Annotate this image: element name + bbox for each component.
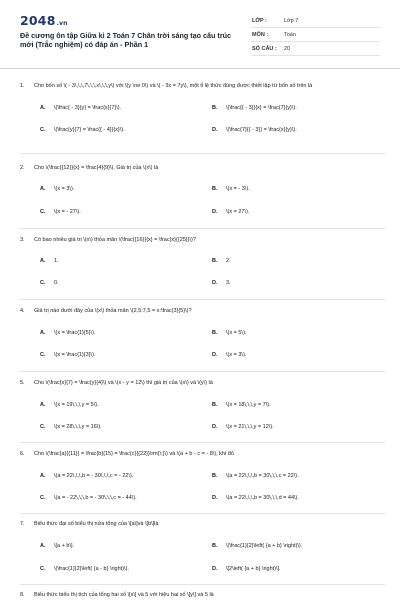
option-text: \(x = - 3\). [226,185,250,192]
question-text: Cho \(\frac{x}{7} = \frac{y}{4}\) và \(x - y = 12\) thì giá trị của \(x\) và \(y\) là [34,380,213,386]
option-letter: B. [212,329,218,336]
divider [20,153,385,154]
question-7 [20,520,385,572]
divider [20,513,385,514]
option-c[interactable] [40,280,59,286]
option-text: \(x = 5\). [226,329,247,336]
option-letter: A. [40,542,46,549]
option-a[interactable] [40,473,133,479]
question-8 [20,591,385,600]
option-c[interactable] [40,209,81,215]
option-text: 3. [226,279,231,286]
options-grid [20,388,385,430]
option-text: \(a = 22\,\,\,b = 30\,\,\,d = 44\). [226,494,299,501]
option-text: \(\frac{1}{2}\left( {a + b} \right)\). [226,542,303,549]
question-text: Có bao nhiêu giá trị \(x\) thỏa mãn \(\frac{{16}}{x} = \frac{x}{{25}}\)? [34,237,196,243]
option-text: \(x = 28\,\,\,y = 16\). [54,423,102,430]
option-text: \(\frac{{ - 3}}{x} = \frac{7}{y}\). [226,104,297,111]
option-text: \(\frac{ - 3}{y} = \frac{x}{7}\). [54,104,122,111]
option-b[interactable] [212,543,302,549]
option-letter: A. [40,401,46,408]
option-letter: B. [212,401,218,408]
option-b[interactable] [212,186,250,192]
document-title: Đề cương ôn tập Giữa kì 2 Toán 7 Chân trời sáng tạo cấu trúc mới (Trắc nghiệm) có đáp án - Phần 1 [20,31,231,50]
divider [20,442,385,443]
question-stem [20,379,385,388]
option-text: \(a = 22\,\,\,b = 30\,\,\,c = 22\). [226,472,299,479]
question-stem [20,164,385,173]
info-table [252,14,380,56]
option-text: \[2\left( {a + b} \right)\]. [226,565,281,572]
info-row-count [252,42,380,56]
option-text: \(\frac{7}{{ - 3}} = \frac{x}{y}\). [226,126,297,133]
info-value: 20 [284,45,291,52]
option-letter: D. [212,126,218,133]
option-b[interactable] [212,105,297,111]
option-d[interactable] [212,280,231,286]
divider [20,584,385,585]
info-row-subject [252,28,380,42]
option-text: \(x = \frac{1}{5}\). [54,329,96,336]
info-key: MÔN : [252,31,269,38]
document-header [0,0,400,69]
question-6 [20,450,385,501]
option-text: \(x = \frac{1}{3}\). [54,351,96,358]
question-stem [20,450,385,459]
option-text: \(a = 22\,\,\,b = - 30\,\,\,c = - 22\). [54,472,134,479]
option-letter: D. [212,208,218,215]
question-number: 7. [20,521,25,527]
option-letter: A. [40,257,46,264]
option-letter: D. [212,279,218,286]
divider [20,228,385,229]
option-letter: C. [40,351,46,358]
question-text: Cho \(\frac{{12}}{x} = \frac{4}{9}\). Giá trị của \(x\) là [34,165,159,171]
info-key: LỚP : [252,17,267,24]
logo-suffix: .vn [56,20,68,27]
question-number: 2. [20,165,25,171]
option-c[interactable] [40,495,137,501]
option-letter: B. [212,104,218,111]
question-5 [20,379,385,430]
options-grid [20,173,385,215]
options-grid [20,459,385,501]
question-stem [20,591,385,600]
option-text: \[a + b\]. [54,542,75,549]
question-number: 3. [20,237,25,243]
option-b[interactable] [212,330,246,336]
option-letter: B. [212,542,218,549]
options-grid [20,91,385,133]
option-a[interactable] [40,330,95,336]
question-number: 1. [20,83,25,89]
option-text: \(x = 3\). [54,185,75,192]
option-letter: B. [212,185,218,192]
options-grid [20,245,385,286]
question-text: Biểu thức biểu thị tích của tổng hai số \[x\] và 5 với hiệu hai số \[y\] và 5 là [34,592,214,598]
option-a[interactable] [40,105,121,111]
option-letter: A. [40,329,46,336]
option-letter: B. [212,472,218,479]
option-a[interactable] [40,258,59,264]
divider [20,371,385,372]
question-stem [20,307,385,316]
option-c[interactable] [40,352,95,358]
option-a[interactable] [40,402,99,408]
option-a[interactable] [40,543,74,549]
option-letter: C. [40,126,46,133]
option-letter: D. [212,565,218,572]
question-3 [20,236,385,286]
option-b[interactable] [212,258,231,264]
option-a[interactable] [40,186,74,192]
option-b[interactable] [212,402,271,408]
question-1 [20,82,385,133]
option-text: 2. [226,257,231,264]
options-grid [20,529,385,572]
option-letter: A. [40,104,46,111]
option-letter: B. [212,257,218,264]
option-text: \(x = 18\,\,\,y = 7\). [226,401,271,408]
option-b[interactable] [212,473,299,479]
option-letter: C. [40,208,46,215]
question-number: 6. [20,451,25,457]
option-letter: C. [40,565,46,572]
question-text: Cho bốn số \( - 3\,\,\,7\,\,\,x\,\,\,y\) với \(y \ne 0\) và \( - 3x = 7y\), một tỉ lệ thức đúng được thiết lập từ bốn số trên là [34,83,313,89]
info-key: SỐ CÂU : [252,45,277,52]
option-text: \(x = 19\,\,\,y = 5\). [54,401,99,408]
question-stem [20,82,385,91]
option-d[interactable] [212,127,297,133]
question-2 [20,164,385,215]
option-letter: C. [40,423,46,430]
option-letter: C. [40,494,46,501]
option-d[interactable] [212,424,274,430]
options-grid [20,316,385,358]
option-d[interactable] [212,566,281,572]
question-number: 5. [20,380,25,386]
site-logo[interactable] [20,13,68,28]
option-text: 1. [54,257,59,264]
question-number: 4. [20,308,25,314]
question-text: Cho \(\frac{a}{{11}} = \frac{b}{15} = \frac{c}{{22}}\rm{\;}\) và \(a + b - c = - 8\), khi đó [34,451,234,457]
option-text: \(x = 21\,\,\,y = 12\). [226,423,274,430]
info-row-class [252,14,380,28]
option-text: \(x = 27\). [226,208,250,215]
option-text: \(x = 3\). [226,351,247,358]
option-text: \(\frac{y}{7} = \frac{{ - 4}}{x}\). [54,126,125,133]
option-c[interactable] [40,127,125,133]
option-text: \(a = - 22\,\,\,b = - 30\,\,\,c = - 44\). [54,494,137,501]
option-text: \(x = - 27\). [54,208,81,215]
question-text: Biểu thức đại số biểu thị nửa tổng của \[a\]và \[b\]là [34,521,159,527]
logo-main: 2048 [20,13,56,28]
option-d[interactable] [212,209,249,215]
option-letter: A. [40,472,46,479]
info-value: Lớp 7 [284,17,299,24]
option-text: \(\frac{1}{2}\left( {a - b} \right)\). [54,565,129,572]
option-text: 0. [54,279,59,286]
option-d[interactable] [212,352,246,358]
option-letter: D. [212,423,218,430]
option-letter: A. [40,185,46,192]
option-c[interactable] [40,424,102,430]
option-c[interactable] [40,566,129,572]
option-letter: C. [40,279,46,286]
question-4 [20,307,385,358]
option-letter: D. [212,494,218,501]
question-text: Giá trị nào dưới đây của \(x\) thỏa mãn \(2,5:7,5 = x:\frac{3}{5}\)? [34,308,192,314]
question-number: 8. [20,592,25,598]
info-value: Toán [284,31,296,38]
question-stem [20,236,385,245]
option-letter: D. [212,351,218,358]
option-d[interactable] [212,495,299,501]
question-stem [20,520,385,529]
divider [20,299,385,300]
